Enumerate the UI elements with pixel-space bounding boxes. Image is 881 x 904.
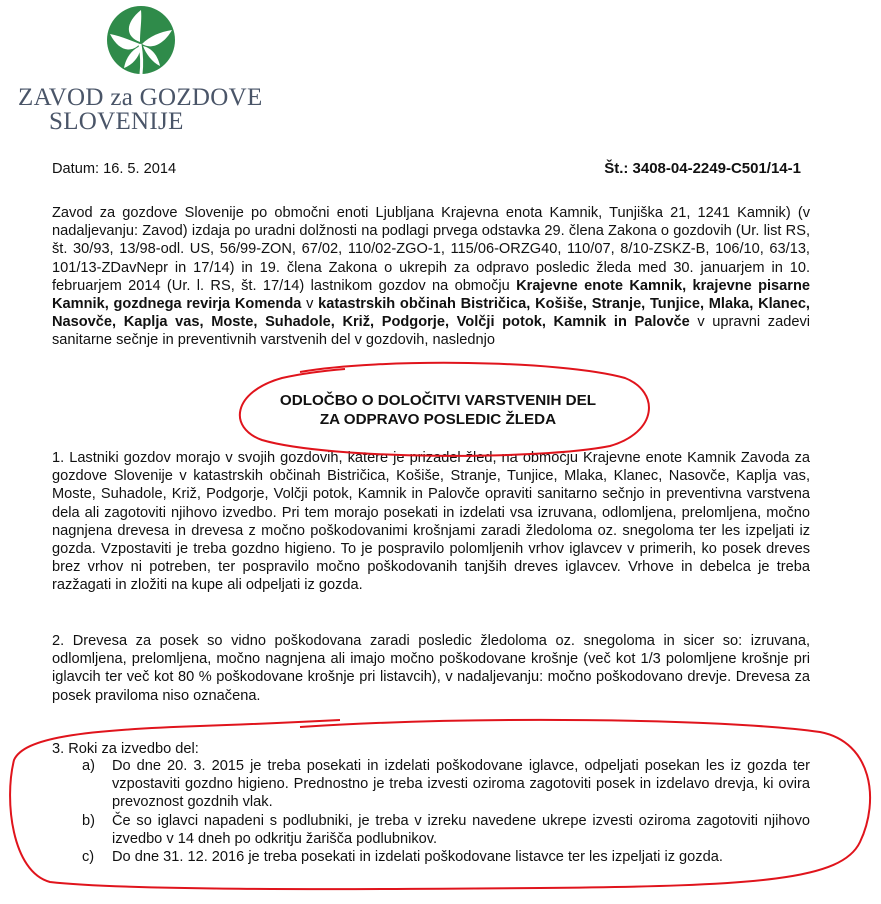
list-item-label: a) [82, 758, 95, 774]
item-1-paragraph: 1. Lastniki gozdov morajo v svojih gozdovih, katere je prizadel žled, na območju Krajevne enote Kamnik Zavoda za gozdove Slovenije v katastrskih občinah Bistričica, Košiše, Stranje, Tunjice, Mlaka, Klanec, Nasovče, Kaplja vas, Moste, Suhadole, Križ, Podgorje, Volčji potok, Kamnik in Palovče opraviti sanitarno sečnjo in preventivna varstvena dela ali zagotoviti njihovo izvedbo. Pri tem morajo posekati in izdelati vsa izruvana, odlomljena, prelomljena, močno nagnjena drevesa in drevesa z močno poškodovanimi krošnjami zaradi žledoloma oz. snegoloma ter les izpeljati iz gozda. Vzpostaviti je treba gozdno higieno. To je pospravilo polomljenih vrhov iglavcev v primerih, ko posek dreves brez vrhov ni potreben, ter pospravilo močno poškodovanih tanjših dreves iglavcev. Vrhove in debelca je treba razžagati in zložiti na kupe ali odpeljati iz gozda. [52, 450, 810, 594]
list-item-label: b) [82, 812, 95, 829]
intro-bold-1: Krajevne enote Kamnik, krajevne pisarne Kamnik, gozdnega revirja Komenda [52, 277, 810, 313]
document-reference: Št.: 3408-04-2249-C501/14-1 [604, 160, 801, 177]
leaf-logo-icon [96, 4, 186, 84]
list-item-text: Do dne 20. 3. 2015 je treba posekati in izdelati poškodovane iglavce, odpeljati posekan les iz gozda ter vzpostaviti gozdno higieno. Prednostno je treba izvesti oziroma zagotoviti posek in izdelavo drevja, ki ovira prevoznost gozdnih vlak. [112, 758, 810, 811]
org-name-line2: SLOVENIJE [49, 108, 184, 135]
item-3-list [52, 757, 810, 866]
list-item [52, 812, 810, 848]
intro-text-2: v [306, 296, 314, 313]
list-item [52, 848, 810, 866]
intro-text-3: v upravni zadevi sanitarne sečnje in preventivnih varstvenih del v gozdovih, naslednjo [52, 314, 810, 349]
document-date: Datum: 16. 5. 2014 [52, 161, 177, 177]
list-item-text: Če so iglavci napadeni s podlubniki, je treba v izreku navedene ukrepe izvesti oziroma zagotoviti njihovo izvedbo v 14 dneh po odkritju žarišča podlubnikov. [112, 812, 810, 847]
list-item [52, 757, 810, 812]
item-2-paragraph: 2. Drevesa za posek so vidno poškodovana zaradi posledic žledoloma oz. snegoloma in sicer so: izruvana, odlomljena, prelomljena, močno nagnjena ali imajo močno poškodovane krošnje (več kot 1/3 polomljene krošnje pri iglavcih ter več kot 80 % poškodovane krošnje pri listavcih), v nadaljevanju: močno poškodovano drevje. Drevesa za posek praviloma niso označena. [52, 633, 810, 704]
decision-heading-line2: ZA ODPRAVO POSLEDIC ŽLEDA [319, 411, 557, 428]
decision-heading-line1: ODLOČBO O DOLOČITVI VARSTVENIH DEL [279, 392, 597, 409]
intro-bold-2: katastrskih občinah Bistričica, Košiše, Stranje, Tunjice, Mlaka, Klanec, Nasovče, Kaplja vas, Moste, Suhadole, Križ, Podgorje, Volčji potok, Kamnik in Palovče [52, 296, 810, 331]
intro-paragraph [52, 204, 810, 350]
list-item-label: c) [82, 849, 95, 866]
decision-heading [238, 391, 638, 429]
org-name-line1: ZAVOD za GOZDOVE [18, 84, 263, 111]
list-item-text: Do dne 31. 12. 2016 je treba posekati in izdelati poškodovane listavce ter les izpeljati iz gozda. [112, 849, 723, 866]
item-3-title: 3. Roki za izvedbo del: [52, 741, 199, 757]
intro-text-1: Zavod za gozdove Slovenije po območni enoti Ljubljana Krajevna enota Kamnik, Tunjiška 21, 1241 Kamnik) (v nadaljevanju: Zavod) izdaja po uradni dolžnosti na podlagi prvega odstavka 29. člena Zakona o gozdovih (Ur. list RS, št. 30/93, 13/98-odl. US, 56/99-ZON, 67/02, 110/02-ZGO-1, 115/06-ORZG40, 110/07, 8/10-ZSKZ-B, 106/10, 63/13, 101/13-ZDavNepr in 17/14) in 19. člena Zakona o ukrepih za odpravo posledic žleda med 30. januarjem in 10. februarjem 2014 (Ur. l. RS, št. 17/14) lastnikom gozdov na območju [52, 205, 810, 294]
